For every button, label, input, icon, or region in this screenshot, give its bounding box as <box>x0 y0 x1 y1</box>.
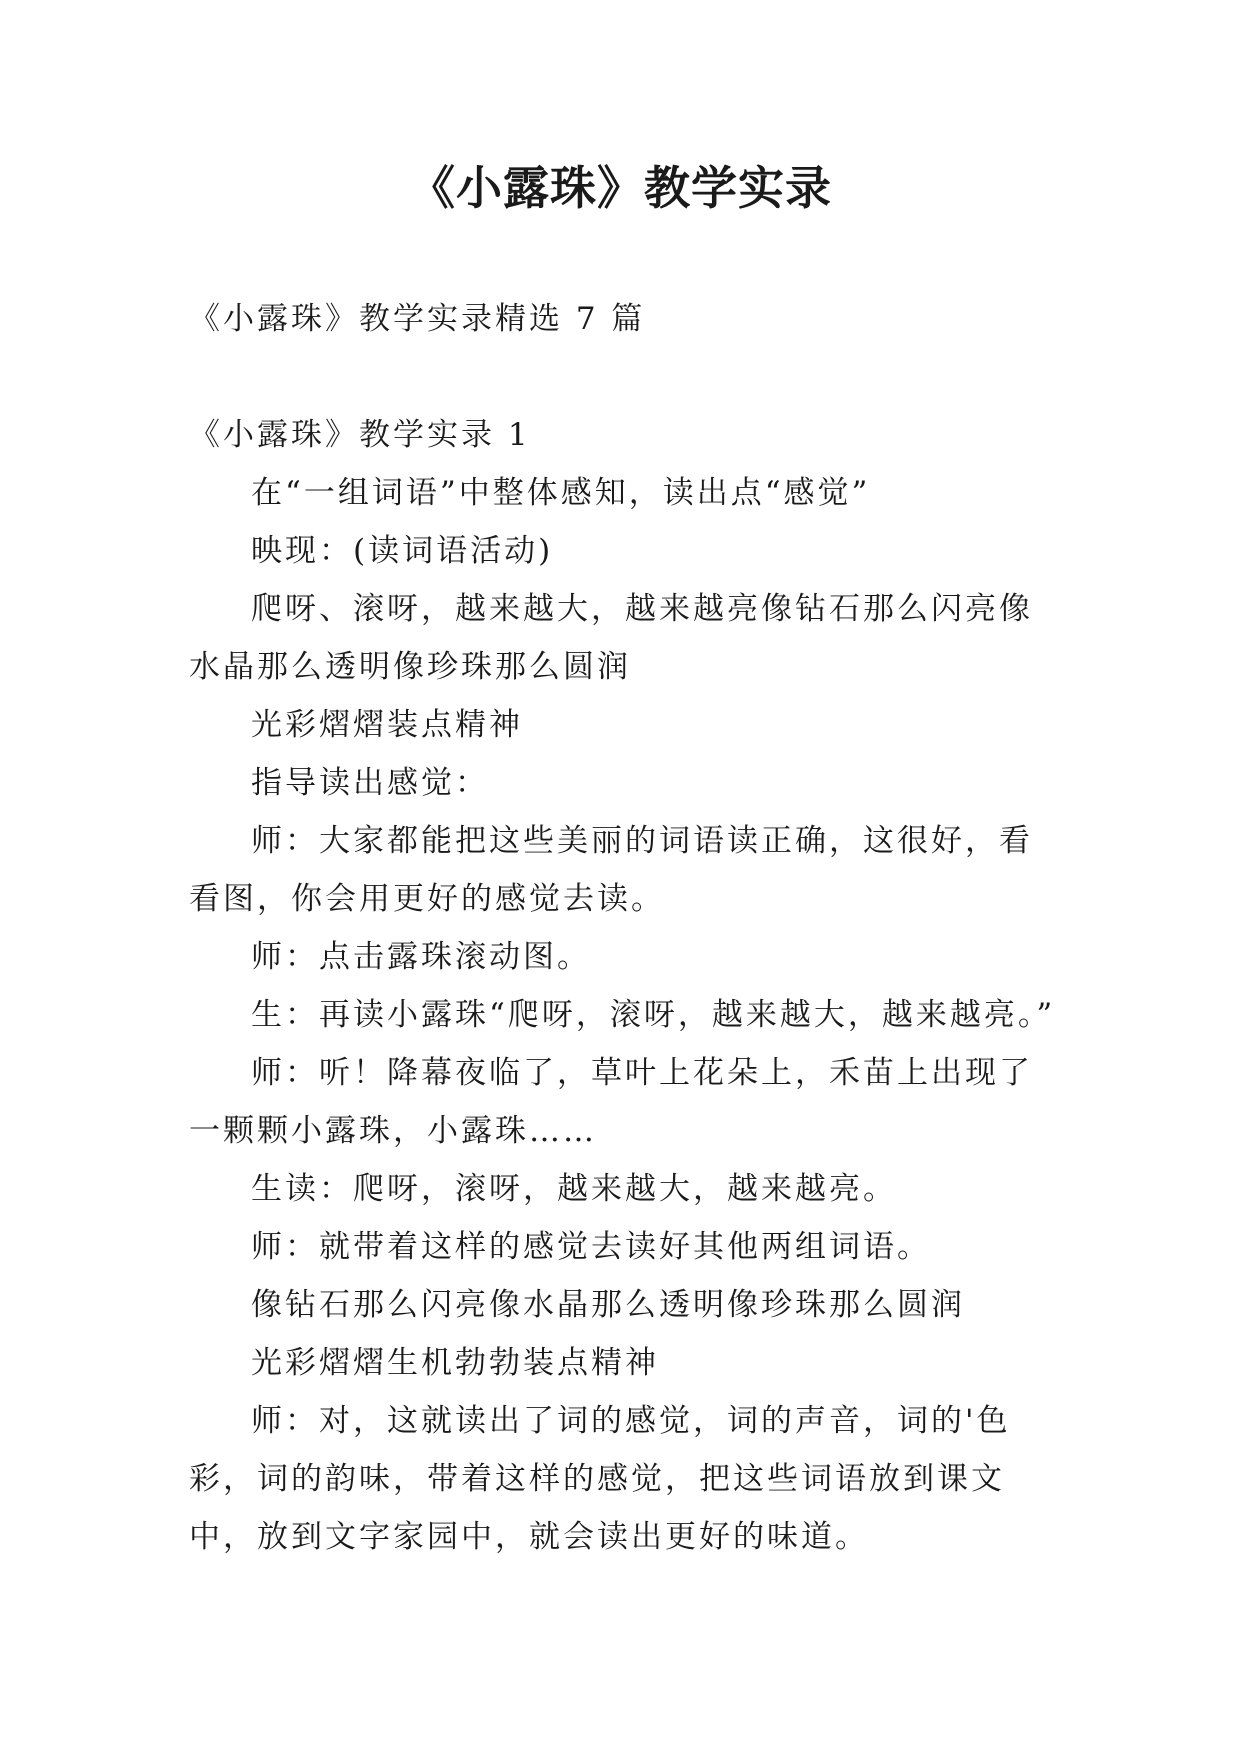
paragraph: 师：大家都能把这些美丽的词语读正确，这很好，看看图，你会用更好的感觉去读。 <box>189 823 1033 917</box>
paragraph: 光彩熠熠装点精神 <box>251 707 523 743</box>
paragraph: 在“一组词语”中整体感知，读出点“感觉” <box>251 475 871 511</box>
paragraph: 爬呀、滚呀，越来越大，越来越亮像钻石那么闪亮像水晶那么透明像珍珠那么圆润 <box>189 591 1033 685</box>
paragraph: 映现：(读词语活动) <box>251 533 554 569</box>
paragraph: 生读：爬呀，滚呀，越来越大，越来越亮。 <box>251 1171 897 1207</box>
paragraph: 像钻石那么闪亮像水晶那么透明像珍珠那么圆润 <box>251 1287 965 1323</box>
paragraph: 指导读出感觉： <box>251 765 489 801</box>
section-heading: 《小露珠》教学实录 1 <box>189 417 531 453</box>
paragraph: 师：对，这就读出了词的感觉，词的声音，词的'色彩，词的韵味，带着这样的感觉，把这些词语放到课文中，放到文字家园中，就会读出更好的味道。 <box>189 1403 1011 1555</box>
paragraph: 师：听！降幕夜临了，草叶上花朵上，禾苗上出现了一颗颗小露珠，小露珠…… <box>189 1055 1033 1149</box>
paragraph: 师：点击露珠滚动图。 <box>251 939 591 975</box>
paragraph: 光彩熠熠生机勃勃装点精神 <box>251 1345 659 1381</box>
document-title: 《小露珠》教学实录 <box>409 161 832 215</box>
paragraph: 生：再读小露珠“爬呀，滚呀，越来越大，越来越亮。” <box>251 997 1056 1033</box>
document-subtitle: 《小露珠》教学实录精选 7 篇 <box>189 301 646 337</box>
paragraph: 师：就带着这样的感觉去读好其他两组词语。 <box>251 1229 931 1265</box>
document-body <box>189 290 1059 1566</box>
